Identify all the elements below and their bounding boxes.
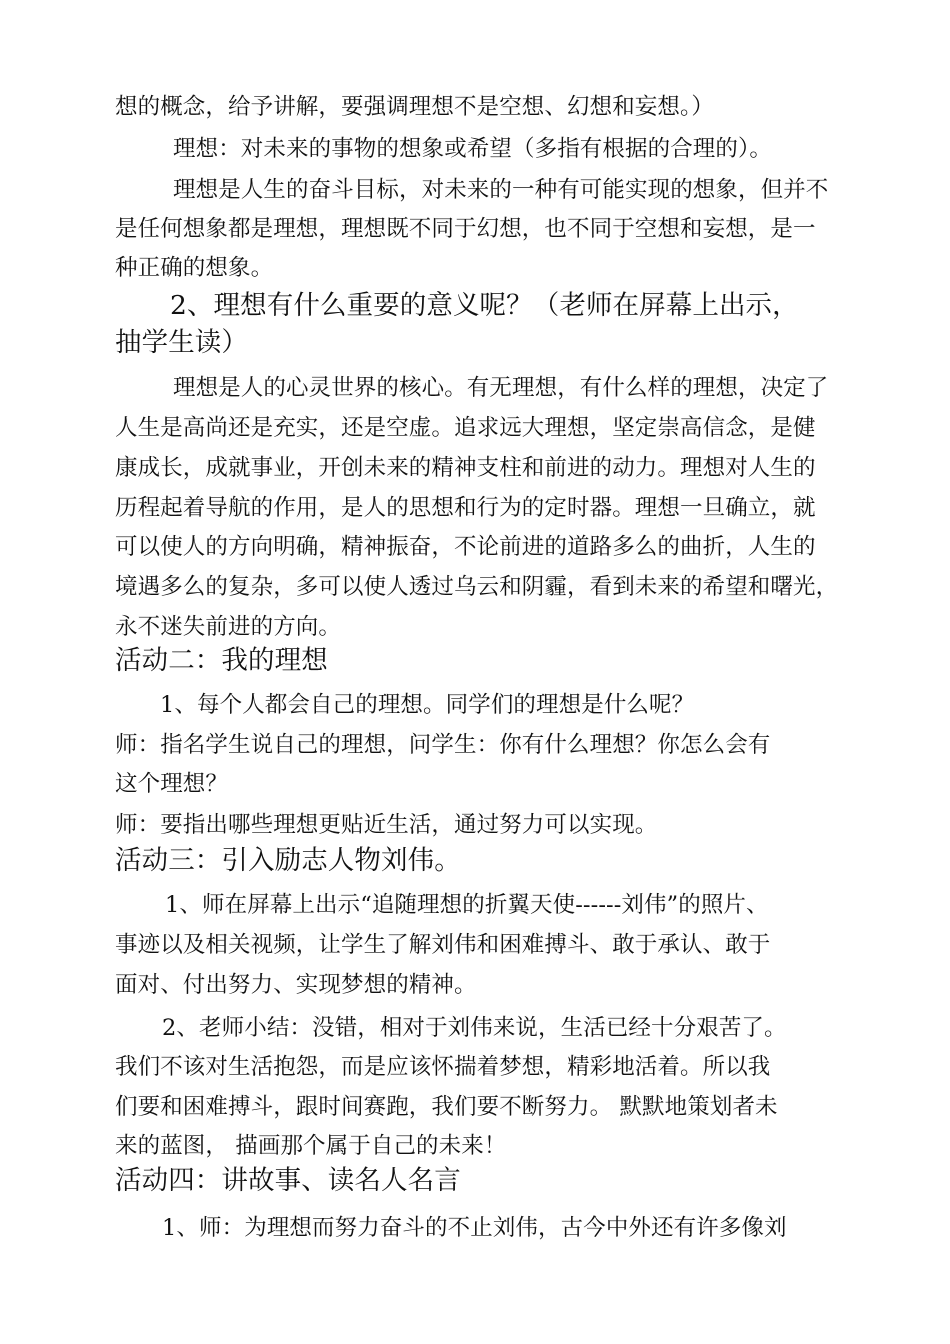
text-line: 人生是高尚还是充实，还是空虚。追求远大理想，坚定崇高信念，是健 bbox=[115, 415, 816, 441]
activity-heading: 活动四：讲故事、读名人名言 bbox=[115, 1165, 461, 1196]
definition-line: 理想：对未来的事物的想象或希望（多指有根据的合理的）。 bbox=[173, 136, 772, 162]
text-line: 可以使人的方向明确，精神振奋，不论前进的道路多么的曲折，人生的 bbox=[115, 534, 816, 560]
text-line: 这个理想？ bbox=[115, 771, 229, 797]
text-line: 永不迷失前进的方向。 bbox=[115, 614, 342, 640]
text-line: 师：指名学生说自己的理想，问学生：你有什么理想？你怎么会有 bbox=[115, 732, 771, 758]
text-line: 我们不该对生活抱怨，而是应该怀揣着梦想，精彩地活着。所以我 bbox=[115, 1054, 771, 1080]
text-line: 2、老师小结：没错，相对于刘伟来说，生活已经十分艰苦了。 bbox=[162, 1015, 787, 1041]
text-line: 历程起着导航的作用，是人的思想和行为的定时器。理想一旦确立，就 bbox=[115, 495, 816, 521]
text-line: 1、师在屏幕上出示“追随理想的折翼天使------刘伟”的照片、 bbox=[165, 892, 769, 918]
text-line: 事迹以及相关视频，让学生了解刘伟和困难搏斗、敢于承认、敢于 bbox=[115, 932, 771, 958]
text-line: 们要和困难搏斗，跟时间赛跑，我们要不断努力。 默默地策划者未 bbox=[115, 1094, 778, 1120]
text-line: 面对、付出努力、实现梦想的精神。 bbox=[115, 972, 477, 998]
text-line: 想的概念，给予讲解，要强调理想不是空想、幻想和妄想。） bbox=[115, 94, 714, 120]
text-line: 师：要指出哪些理想更贴近生活，通过努力可以实现。 bbox=[115, 812, 658, 838]
activity-heading: 活动三：引入励志人物刘伟。 bbox=[115, 845, 461, 876]
text-line: 1、每个人都会自己的理想。同学们的理想是什么呢？ bbox=[160, 692, 695, 718]
activity-heading: 活动二：我的理想 bbox=[115, 645, 328, 676]
text-line: 种正确的想象。 bbox=[115, 255, 274, 281]
text-line: 理想是人生的奋斗目标，对未来的一种有可能实现的想象，但并不 bbox=[173, 177, 829, 203]
section-heading-continued: 抽学生读） bbox=[115, 327, 248, 358]
section-heading: 2、理想有什么重要的意义呢？（老师在屏幕上出示， bbox=[170, 290, 799, 321]
text-line: 康成长，成就事业，开创未来的精神支柱和前进的动力。理想对人生的 bbox=[115, 455, 816, 481]
text-line: 是任何想象都是理想，理想既不同于幻想，也不同于空想和妄想，是一 bbox=[115, 216, 816, 242]
text-line: 1、师：为理想而努力奋斗的不止刘伟，古今中外还有许多像刘 bbox=[162, 1215, 787, 1241]
text-line: 来的蓝图， 描画那个属于自己的未来！ bbox=[115, 1133, 507, 1159]
text-line: 境遇多么的复杂，多可以使人透过乌云和阴霾，看到未来的希望和曙光， bbox=[115, 574, 839, 600]
text-line: 理想是人的心灵世界的核心。有无理想，有什么样的理想，决定了 bbox=[173, 375, 829, 401]
